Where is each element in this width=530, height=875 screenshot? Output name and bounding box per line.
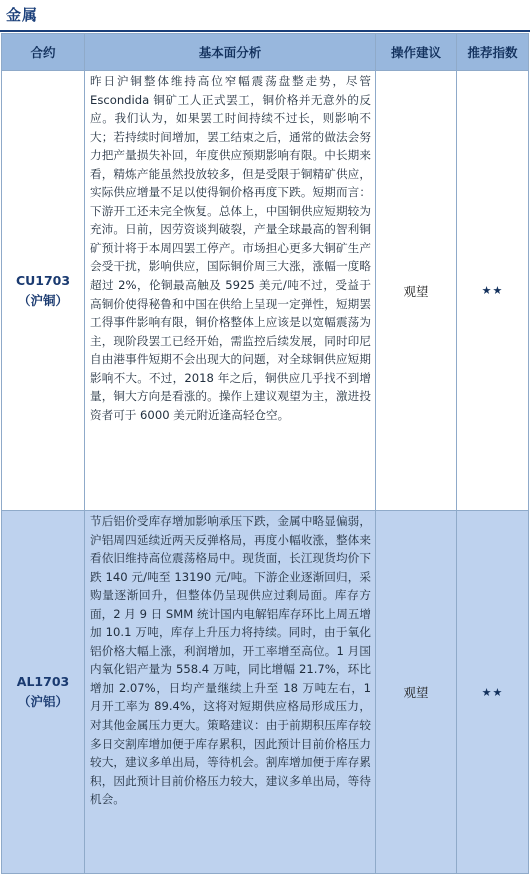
header-rating: 推荐指数 <box>457 34 529 71</box>
header-analysis: 基本面分析 <box>85 34 376 71</box>
advice-cell: 观望 <box>376 511 457 874</box>
rating-stars: ★★ <box>457 511 529 874</box>
contract-name: （沪铜） <box>17 292 68 308</box>
contract-cell <box>2 511 85 874</box>
metals-table <box>1 33 529 874</box>
analysis-cell: 昨日沪铜整体维持高位窄幅震荡盘整走势，尽管 Escondida 铜矿工人正式罢工，铜价格并无意外的反应。我们认为，如果罢工时间持续不过长，则影响不大；若持续时间增加，罢工结束之后，通常的做法会努力把产量损失补回，年度供应预期影响有限。中长期来看，精炼产能虽然投放较多，但是受限于铜精矿供应，实际供应增量不足以使得铜价格再度下跌。短期而言：下游开工还未完全恢复。总体上，中国铜供应短期较为充沛。日前，因劳资谈判破裂，产量全球最高的智利铜矿预计将于本周四罢工停产。市场担心更多大铜矿生产会受干扰，影响供应，国际铜价周三大涨，涨幅一度略超过 2%，伦铜最高触及 5925 美元/吨不过，受益于高铜价使得秘鲁和中国在供给上呈现一定弹性，短期罢工得事件影响有限，铜价格整体上应该是以宽幅震荡为主，现阶段罢工已经开始，需监控后续发展，同时印尼自由港事件短期不会出现大的问题，对全球铜供应短期影响不大。不过，2018 年之后，铜供应几乎找不到增量，铜大方向是看涨的。操作上建议观望为主，激进投资者可于 6000 美元附近逢高轻仓空。 <box>85 71 376 511</box>
contract-code: CU1703 <box>15 272 71 288</box>
contract-cell <box>2 71 85 511</box>
rating-stars: ★★ <box>457 71 529 511</box>
contract-code: AL1703 <box>16 674 70 689</box>
table-row-aluminum <box>2 511 529 874</box>
advice-cell: 观望 <box>376 71 457 511</box>
analysis-cell: 节后铝价受库存增加影响承压下跌，金属中略显偏弱，沪铝周四延续近两天反弹格局，再度小幅收涨，整体来看依旧维持高位震荡格局中。现货面，长江现货均价下跌 140 元/吨至 13190 元/吨。下游企业逐渐回归，采购量逐渐回升，但整体仍呈现供应过剩局面。库存方面，2 月 9 日 SMM 统计国内电解铝库存环比上周五增加 10.1 万吨，库存上升压力将持续。同时，由于氧化铝价格大幅上涨，利润增加，开工率增至高位。1 月国内氧化铝产量为 558.4 万吨，同比增幅 21.7%，环比增加 2.07%，日均产量继续上升至 18 万吨左右，1 月开工率为 89.4%，这将对短期供应格局形成压力，对其他金属压力更大。策略建议：由于前期积压库存较多日交割库增加便于库存累积，因此预计目前价格压力较大，建议多单出局，等待机会。割库增加便于库存累积，因此预计目前价格压力较大，建议多单出局，等待机会。 <box>85 511 376 874</box>
title-divider <box>0 30 530 32</box>
table-row-copper <box>2 71 529 511</box>
header-advice: 操作建议 <box>376 34 457 71</box>
header-contract: 合约 <box>2 34 85 71</box>
table-header-row <box>2 34 529 71</box>
contract-name: （沪铝） <box>17 694 68 709</box>
section-title: 金属 <box>6 6 39 24</box>
